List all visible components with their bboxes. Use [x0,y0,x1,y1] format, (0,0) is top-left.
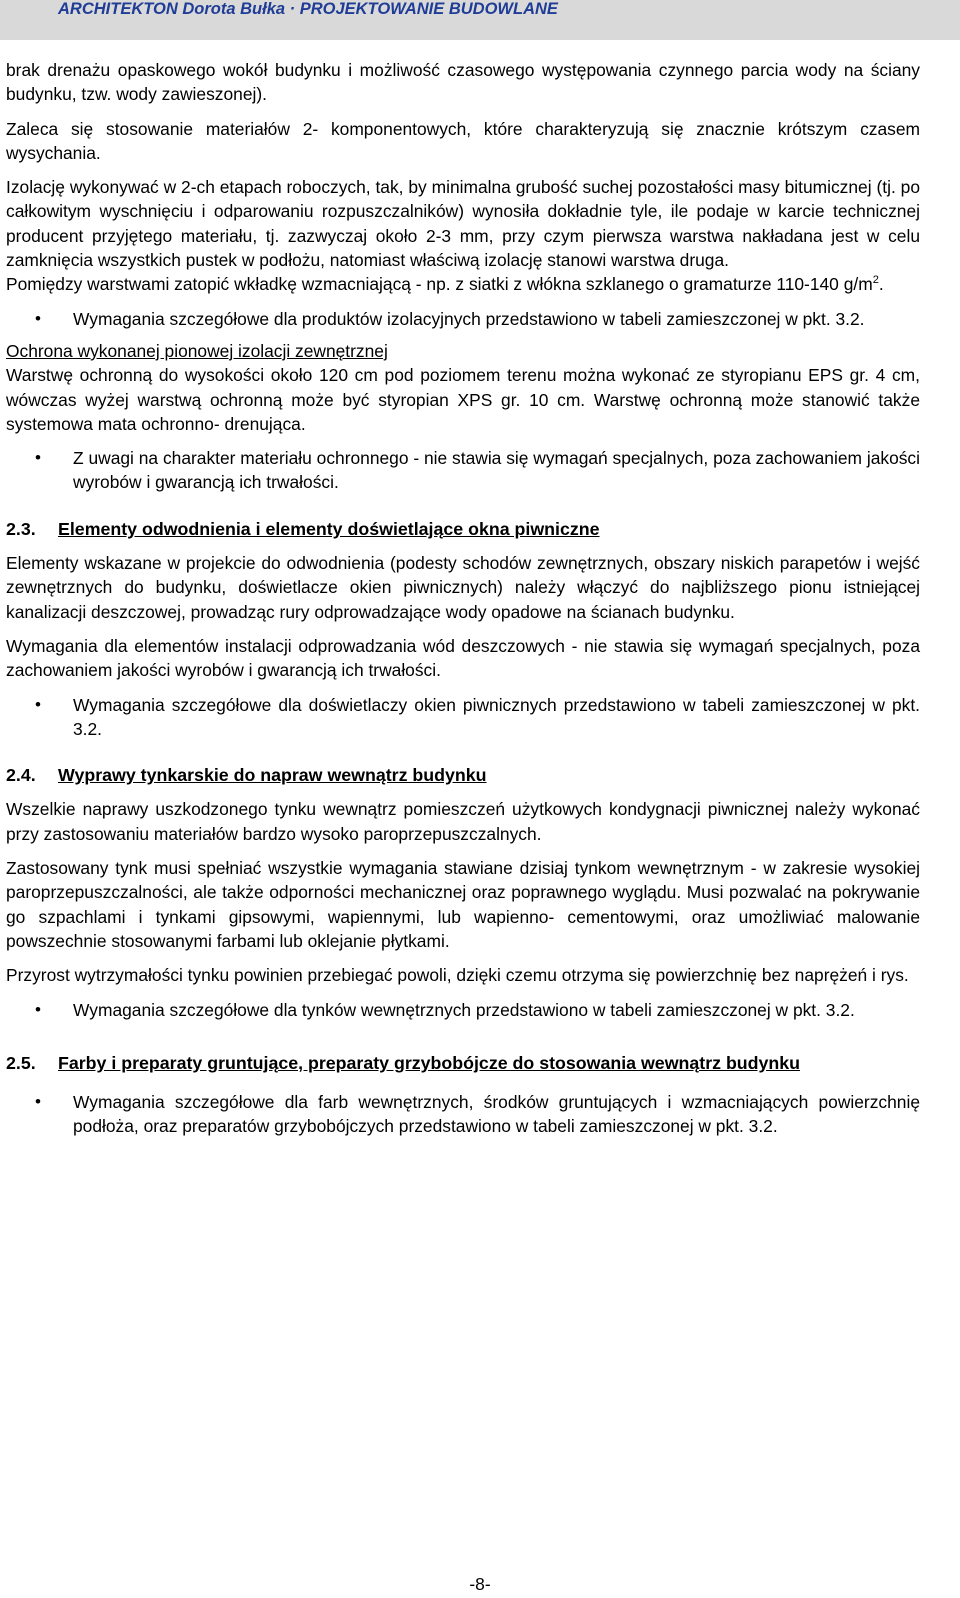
list-item [6,693,920,742]
paragraph: Elementy wskazane w projekcie do odwodnienia (podesty schodów zewnętrznych, obszary niskich parapetów i wejść zewnętrznych do budynku, doświetlacze okien piwnicznych) należy włączyć do najbliższego pionu istniejącej kanalizacji deszczowej, prowadząc rury odprowadzające wody opadowe na ścianach budynku. [6,553,920,622]
section-title: Wyprawy tynkarskie do napraw wewnątrz budynku [58,765,487,786]
page-number: -8- [469,1574,491,1594]
section-heading-2-5 [6,1044,920,1082]
paragraph: Izolację wykonywać w 2-ch etapach roboczych, tak, by minimalna grubość suchej pozostałości masy bitumicznej (tj. po całkowitym wyschnięciu i odparowaniu rozpuszczalników) wynosiła dokładnie tyle, ile podaje w karcie technicznej producent przyjętego materiału, tj. zazwyczaj około 2-3 mm, przy czym pierwsza warstwa nakładana jest w celu zamknięcia wszystkich pustek w podłożu, natomiast właściwą izolację stanowi warstwa druga. [6,177,920,271]
list-item-text: Wymagania szczegółowe dla tynków wewnętrznych przedstawiono w tabeli zamieszczonej w pkt. 3.2. [73,999,855,1020]
paragraph: brak drenażu opaskowego wokół budynku i możliwość czasowego występowania czynnego parcia wody na ściany budynku, tzw. wody zawieszonej). [6,60,920,105]
section-number: 2.4. [6,765,36,786]
section-title: Elementy odwodnienia i elementy doświetlające okna piwniczne [58,518,600,539]
section-title: Farby i preparaty gruntujące, preparaty grzybobójcze do stosowania wewnątrz budynku [58,1052,801,1073]
bullet-icon: • [35,999,41,1019]
document-header: ARCHITEKTON Dorota Bułka · PROJEKTOWANIE BUDOWLANE [58,0,558,18]
paragraph-text: . [878,274,884,295]
list-item-text: Z uwagi na charakter materiału ochronnego - nie stawia się wymagań specjalnych, poza zachowaniem jakości wyrobów i gwarancją ich trwałości. [73,448,920,493]
bullet-icon: • [35,1091,41,1111]
list-item [6,1090,920,1139]
paragraph: Wymagania dla elementów instalacji odprowadzania wód deszczowych - nie stawia się wymagań specjalnych, poza zachowaniem jakości wyrobów i gwarancją ich trwałości. [6,635,920,681]
list-item [6,307,920,331]
paragraph-text: Pomiędzy warstwami zatopić wkładkę wzmacniającą - np. z siatki z włókna szklanego o gramaturze 110-140 g/m [6,274,873,295]
bullet-icon: • [35,448,41,468]
list-item-text: Wymagania szczegółowe dla doświetlaczy okien piwnicznych przedstawiono w tabeli zamieszczonej w pkt. 3.2. [73,694,920,739]
section-number: 2.5. [6,1052,36,1073]
paragraph: Zaleca się stosowanie materiałów 2- komponentowych, które charakteryzują się znacznie krótszym czasem wysychania. [6,118,920,163]
list-item-text: Wymagania szczegółowe dla produktów izolacyjnych przedstawiono w tabeli zamieszczonej w pkt. 3.2. [73,308,865,329]
list-item [6,998,920,1022]
paragraph: Przyrost wytrzymałości tynku powinien przebiegać powoli, dzięki czemu otrzyma się powierzchnię bez naprężeń i rys. [6,965,909,986]
list-item-text: Wymagania szczegółowe dla farb wewnętrznych, środków gruntujących i wzmacniających powierzchnię podłoża, oraz preparatów grzybobójczych przedstawiono w tabeli zamieszczonej w pkt. 3.2. [73,1091,920,1137]
paragraph [6,272,920,296]
paragraph: Warstwę ochronną do wysokości około 120 cm pod poziomem terenu można wykonać ze styropianu EPS gr. 4 cm, wówczas wyżej warstwą ochronną może być styropian XPS gr. 10 cm. Warstwę ochronną może stanowić także systemowa mata ochronno- drenująca. [6,365,920,434]
section-heading-2-4 [6,763,920,787]
list-item [6,446,920,495]
section-heading-2-3 [6,517,920,541]
paragraph: Wszelkie naprawy uszkodzonego tynku wewnątrz pomieszczeń użytkowych kondygnacji piwnicznej należy wykonać przy zastosowaniu materiałów bardzo wysoko paroprzepuszczalnych. [6,799,920,844]
bullet-icon: • [35,308,41,328]
document-body [6,58,920,1138]
bullet-icon: • [35,694,41,714]
paragraph: Zastosowany tynk musi spełniać wszystkie wymagania stawiane dzisiaj tynkom wewnętrznym - w zakresie wysokiej paroprzepuszczalności, ale także odporności mechanicznej oraz poprawnego wyglądu. Musi pozwalać na pokrywanie go szpachlami i tynkami gipsowymi, wapiennymi, lub wapienno- cementowymi, oraz umożliwiać malowanie powszechnie stosowanymi farbami lub oklejanie płytkami. [6,858,920,951]
subheading: Ochrona wykonanej pionowej izolacji zewnętrznej [6,340,388,361]
superscript: 2 [872,274,879,287]
section-number: 2.3. [6,518,36,539]
